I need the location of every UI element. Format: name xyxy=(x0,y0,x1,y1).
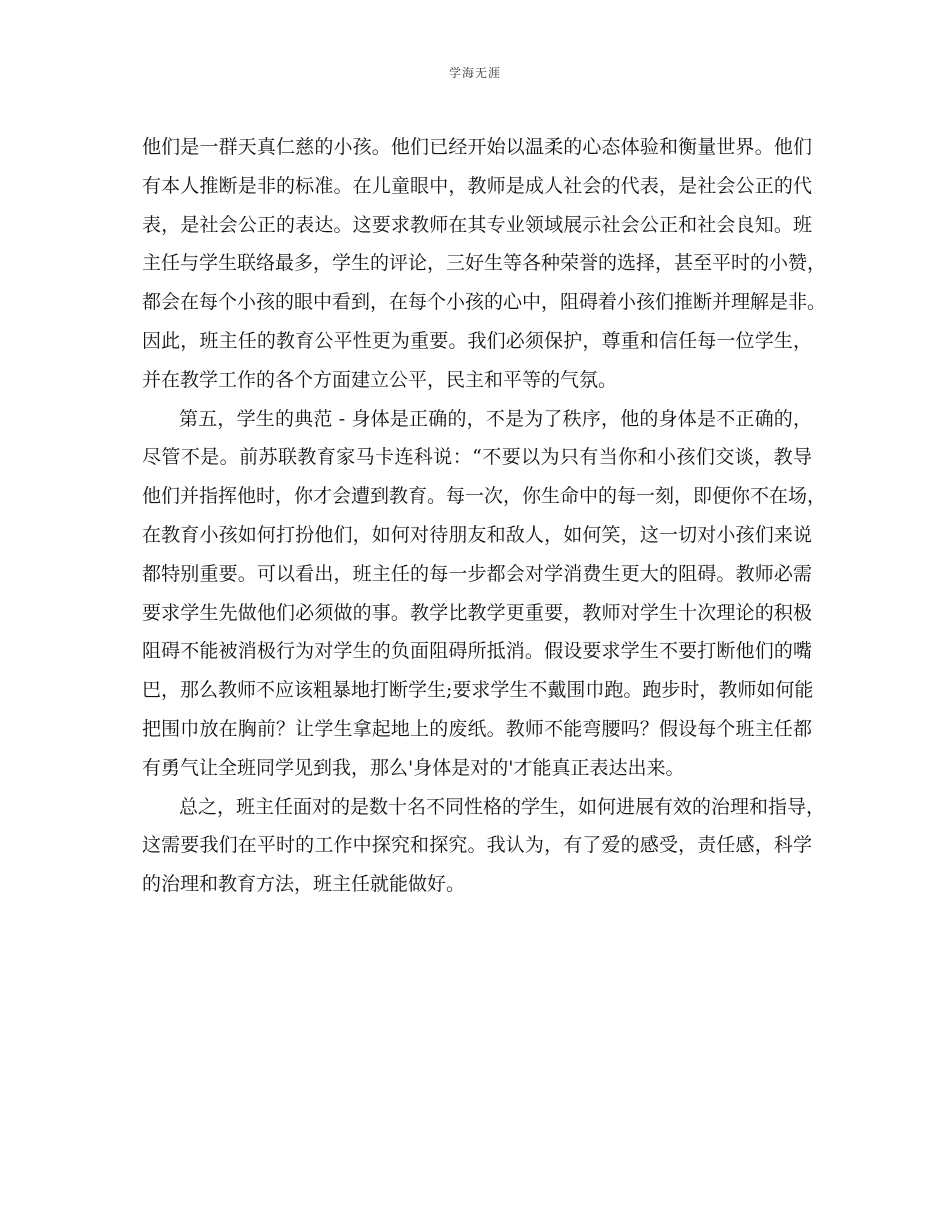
paragraph-line: 因此，班主任的教育公平性更为重要。我们必须保护，尊重和信任每一位学生， xyxy=(142,329,812,352)
paragraph-line: 第五，学生的典范 - 身体是正确的，不是为了秩序，他的身体是不正确的， xyxy=(179,407,812,430)
document-body xyxy=(142,128,827,904)
page-header: 学海无涯 xyxy=(448,66,501,80)
paragraph-line: 主任与学生联络最多，学生的评论，三好生等各种荣誉的选择，甚至平时的小赞， xyxy=(142,252,827,275)
paragraph-line: 都特别重要。可以看出，班主任的每一步都会对学消费生更大的阻碍。教师必需 xyxy=(142,562,812,585)
paragraph-line: 他们并指挥他时，你才会遭到教育。每一次，你生命中的每一刻，即便你不在场， xyxy=(142,485,827,508)
paragraph-line: 都会在每个小孩的眼中看到，在每个小孩的心中，阻碍着小孩们推断并理解是非。 xyxy=(142,291,827,314)
paragraph-line: 把围巾放在胸前？让学生拿起地上的废纸。教师不能弯腰吗？假设每个班主任都 xyxy=(142,717,812,740)
paragraph-line: 要求学生先做他们必须做的事。教学比教学更重要，教师对学生十次理论的积极 xyxy=(142,601,812,624)
paragraph-line: 表，是社会公正的表达。这要求教师在其专业领域展示社会公正和社会良知。班 xyxy=(142,213,812,236)
paragraph-line: 有勇气让全班同学见到我，那么'身体是对的'才能真正表达出来。 xyxy=(142,756,685,779)
paragraph-line: 在教育小孩如何打扮他们，如何对待朋友和敌人，如何笑，这一切对小孩们来说 xyxy=(142,523,812,546)
paragraph-line: 巴，那么教师不应该粗暴地打断学生;要求学生不戴围巾跑。跑步时，教师如何能 xyxy=(142,679,814,702)
paragraph-line: 并在教学工作的各个方面建立公平，民主和平等的气氛。 xyxy=(142,368,618,391)
paragraph-line: 尽管不是。前苏联教育家马卡连科说：“不要以为只有当你和小孩们交谈，教导 xyxy=(142,446,812,469)
paragraph-line: 总之，班主任面对的是数十名不同性格的学生，如何进展有效的治理和指导， xyxy=(179,795,826,818)
paragraph-line: 这需要我们在平时的工作中探究和探究。我认为，有了爱的感受，责任感，科学 xyxy=(142,834,812,857)
paragraph-line: 有本人推断是非的标准。在儿童眼中，教师是成人社会的代表，是社会公正的代 xyxy=(142,174,812,197)
paragraph-line: 他们是一群天真仁慈的小孩。他们已经开始以温柔的心态体验和衡量世界。他们 xyxy=(142,136,812,158)
paragraph-line: 的治理和教育方法，班主任就能做好。 xyxy=(142,873,466,896)
paragraph-line: 阻碍不能被消极行为对学生的负面阻碍所抵消。假设要求学生不要打断他们的嘴 xyxy=(142,640,812,663)
